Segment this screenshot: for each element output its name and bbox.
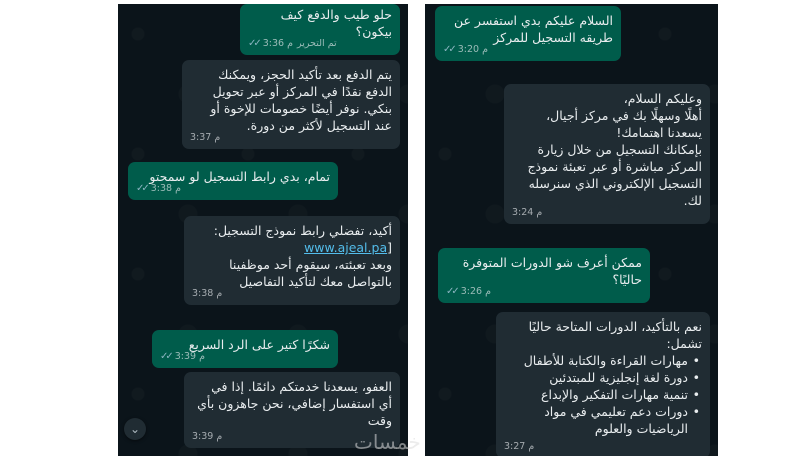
double-check-icon: ✓✓ xyxy=(160,351,171,362)
message-text: نعم بالتأكيد، الدورات المتاحة حاليًا تشمل: xyxy=(528,319,702,351)
message-meta xyxy=(504,438,534,455)
message-meta xyxy=(192,285,222,302)
message-bubble-outgoing[interactable] xyxy=(240,4,400,55)
list-item: • دورات دعم تعليمي في مواد الرياضيات والعلوم xyxy=(504,403,688,437)
message-time: 3:26 م xyxy=(460,286,492,297)
message-time: 3:20 م xyxy=(457,44,489,55)
message-text: السلام عليكم بدي استفسر عن طريقه التسجيل للمركز xyxy=(453,13,613,45)
message-meta xyxy=(512,204,542,221)
chat-panel-right xyxy=(425,4,718,456)
message-meta xyxy=(160,348,205,365)
course-list xyxy=(504,352,702,437)
double-check-icon: ✓✓ xyxy=(443,44,454,55)
message-time: 3:39 م xyxy=(174,351,206,362)
message-text: شكرًا كتير على الرد السريع xyxy=(188,337,330,352)
message-time: 3:36 م xyxy=(262,38,294,49)
message-time: 3:38 م xyxy=(192,288,223,299)
chat-panel-left xyxy=(118,4,408,456)
message-time: 3:38 م xyxy=(150,183,182,194)
message-time: 3:27 م xyxy=(504,441,535,452)
message-link-line xyxy=(192,239,392,256)
chevron-down-icon: ⌄ xyxy=(129,422,141,436)
message-bubble-outgoing[interactable] xyxy=(128,162,338,200)
watermark-logo: خمسات xyxy=(354,430,421,454)
message-bubble-outgoing[interactable] xyxy=(438,248,650,303)
message-meta xyxy=(192,428,222,445)
list-item: • تنمية مهارات التفكير والإبداع xyxy=(504,386,688,403)
double-check-icon: ✓✓ xyxy=(136,183,147,194)
bracket-text: [ xyxy=(387,240,392,255)
message-meta xyxy=(443,41,488,58)
message-text: وعليكم السلام، أهلًا وسهلًا بك في مركز أجيال، يسعدنا اهتمامك! بإمكانك التسجيل من خلال زيارة المركز مباشرة أو عبر تعبئة نموذج التسجيل الإلكتروني الذي سنرسله لك. xyxy=(527,91,702,208)
message-meta xyxy=(190,129,220,146)
message-time: 3:37 م xyxy=(190,132,221,143)
message-bubble-incoming[interactable] xyxy=(182,60,400,149)
registration-link[interactable]: www.ajeal.pa xyxy=(304,240,388,255)
message-text: حلو طيب والدفع كيف بيكون؟ xyxy=(280,7,392,39)
message-bubble-outgoing[interactable] xyxy=(435,6,621,61)
message-bubble-incoming[interactable] xyxy=(184,216,400,305)
message-time: 3:24 م xyxy=(512,207,543,218)
edited-label: تم التحرير xyxy=(297,38,337,49)
message-bubble-incoming[interactable] xyxy=(504,84,710,224)
list-item: • مهارات القراءة والكتابة للأطفال xyxy=(504,352,688,369)
list-item: • دورة لغة إنجليزية للمبتدئين xyxy=(504,369,688,386)
message-meta xyxy=(136,180,181,197)
message-meta xyxy=(248,35,337,52)
message-text: تمام، بدي رابط التسجيل لو سمحتو xyxy=(149,169,330,184)
scroll-down-button[interactable] xyxy=(124,418,146,440)
message-text: يتم الدفع بعد تأكيد الحجز، ويمكنك الدفع نقدًا في المركز أو عبر تحويل بنكي. نوفر أيضًا خصومات للإخوة أو عند التسجيل لأكثر من دورة. xyxy=(210,67,392,133)
message-bubble-outgoing[interactable] xyxy=(152,330,338,368)
message-time: 3:39 م xyxy=(192,431,223,442)
double-check-icon: ✓✓ xyxy=(248,38,259,49)
message-text: أكيد، تفضلي رابط نموذج التسجيل: xyxy=(213,223,392,238)
message-text: العفو، يسعدنا خدمتكم دائمًا. إذا في أي استفسار إضافي، نحن جاهزون بأي وقت xyxy=(197,379,392,428)
message-text: وبعد تعبئته، سيقوم أحد موظفينا بالتواصل معك لتأكيد التفاصيل xyxy=(229,257,392,289)
message-bubble-incoming[interactable] xyxy=(496,312,710,456)
double-check-icon: ✓✓ xyxy=(446,286,457,297)
message-text: ممكن أعرف شو الدورات المتوفرة حاليًا؟ xyxy=(462,255,642,287)
message-meta xyxy=(446,283,491,300)
